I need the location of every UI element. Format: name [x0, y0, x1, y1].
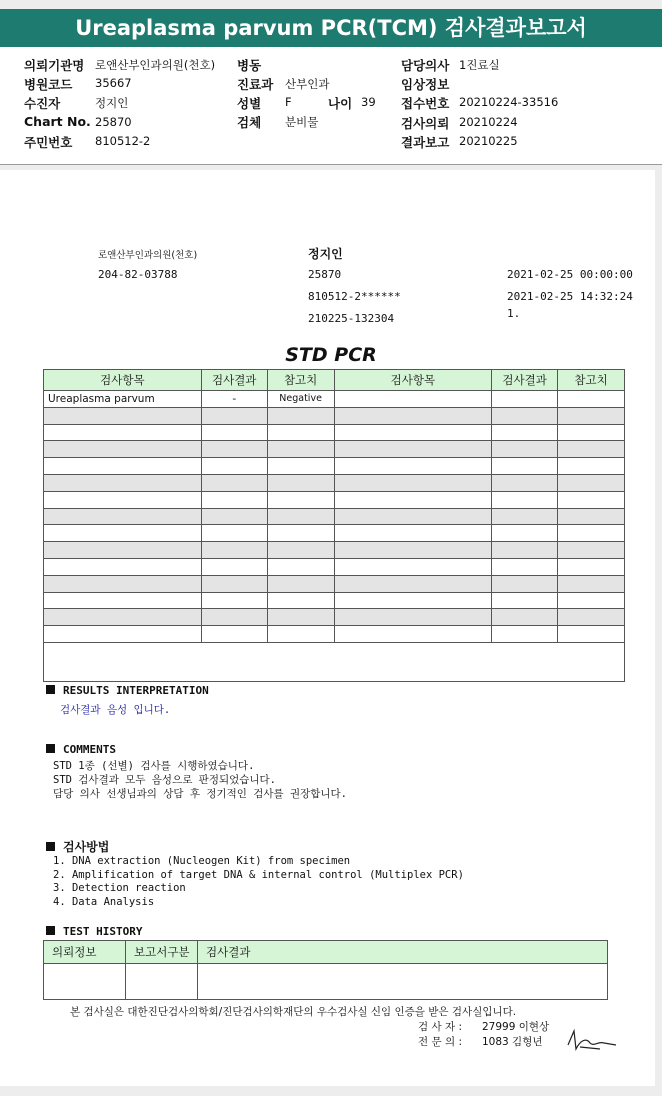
patient-receipt: 210225-132304	[308, 312, 395, 325]
patient-chart: 25870	[308, 268, 342, 281]
table-row	[44, 424, 625, 441]
table-row	[44, 391, 625, 408]
result-value: -	[201, 391, 267, 408]
bullet-square-icon	[46, 926, 55, 935]
report-header	[0, 47, 662, 164]
patient-value: 정지인	[95, 96, 129, 110]
age-label: 나이	[328, 96, 353, 111]
hospital-code-value: 35667	[95, 76, 132, 90]
section-title: STD PCR	[285, 344, 377, 366]
receipt-value: 20210224-33516	[459, 95, 559, 109]
specimen-label: 검체	[237, 115, 262, 130]
chart-label: Chart No.	[24, 114, 91, 129]
col-header-reference: 참고치	[267, 370, 334, 391]
table-row	[44, 542, 625, 559]
table-row	[44, 508, 625, 525]
table-row	[44, 491, 625, 508]
ward-label: 병동	[237, 58, 262, 73]
receipt-label: 접수번호	[401, 96, 450, 111]
col-header-reference-2: 참고치	[558, 370, 625, 391]
table-row	[44, 592, 625, 609]
col-header-item-2: 검사항목	[334, 370, 492, 391]
tester-label: 검 사 자 :	[418, 1021, 462, 1033]
page-number: 1.	[507, 307, 521, 320]
patient-name: 정지인	[308, 247, 343, 261]
age-value: 39	[361, 95, 376, 109]
table-cell	[558, 391, 625, 408]
table-cell	[334, 391, 492, 408]
table-row	[44, 558, 625, 575]
clinic-name: 로앤산부인과의원(천호)	[98, 250, 198, 261]
col-header-test-result: 검사결과	[198, 941, 608, 964]
col-header-request-info: 의뢰정보	[44, 941, 126, 964]
test-request-value: 20210224	[459, 115, 518, 129]
col-header-report-type: 보고서구분	[126, 941, 198, 964]
history-heading: TEST HISTORY	[46, 925, 142, 938]
specimen-value: 분비물	[285, 115, 319, 129]
date-reported: 2021-02-25 14:32:24	[507, 290, 633, 303]
comment-line: STD 1종 (선별) 검사를 시행하였습니다.	[53, 760, 255, 772]
report-title: Ureaplasma parvum PCR(TCM) 검사결과보고서	[0, 9, 662, 47]
hospital-code-label: 병원코드	[24, 77, 73, 92]
dept-label: 진료과	[237, 77, 274, 92]
test-request-label: 검사의뢰	[401, 116, 450, 131]
chart-value: 25870	[95, 115, 132, 129]
report-date-label: 결과보고	[401, 135, 450, 150]
interpretation-text: 검사결과 음성 입니다.	[60, 704, 171, 716]
table-row	[44, 964, 608, 1000]
results-table	[43, 369, 625, 682]
dept-value: 산부인과	[285, 77, 330, 91]
table-row	[44, 525, 625, 542]
table-row	[44, 609, 625, 626]
rrn-value: 810512-2	[95, 134, 151, 148]
clinical-label: 임상정보	[401, 77, 450, 92]
method-line: 3. Detection reaction	[53, 882, 186, 894]
signature-icon	[560, 1025, 620, 1055]
sex-value: F	[285, 95, 292, 109]
doctor-value: 1진료실	[459, 58, 500, 72]
method-line: 2. Amplification of target DNA & internal control (Multiplex PCR)	[53, 869, 464, 881]
sex-label: 성별	[237, 96, 262, 111]
doctor-label: 담당의사	[401, 58, 450, 73]
report-date-value: 20210225	[459, 134, 518, 148]
date-received: 2021-02-25 00:00:00	[507, 268, 633, 281]
comment-line: STD 검사결과 모두 음성으로 판정되었습니다.	[53, 774, 277, 786]
comments-heading: COMMENTS	[46, 743, 116, 756]
comment-line: 담당 의사 선생님과의 상담 후 정기적인 검사를 권장합니다.	[53, 788, 348, 800]
method-line: 4. Data Analysis	[53, 896, 155, 908]
table-row	[44, 441, 625, 458]
specialist-value: 1083 김형년	[482, 1036, 543, 1048]
bullet-square-icon	[46, 744, 55, 753]
table-row	[44, 407, 625, 424]
patient-rrn: 810512-2******	[308, 290, 401, 303]
interpretation-heading: RESULTS INTERPRETATION	[46, 684, 209, 697]
header-divider	[0, 164, 662, 165]
result-reference: Negative	[267, 391, 334, 408]
bullet-square-icon	[46, 685, 55, 694]
table-row	[44, 474, 625, 491]
col-header-result-2: 검사결과	[492, 370, 558, 391]
col-header-item: 검사항목	[44, 370, 202, 391]
tester-value: 27999 이현상	[482, 1021, 550, 1033]
table-row	[44, 458, 625, 475]
business-number: 204-82-03788	[98, 268, 178, 281]
table-cell	[492, 391, 558, 408]
requester-label: 의뢰기관명	[24, 58, 85, 73]
method-heading: 검사방법	[46, 838, 109, 855]
history-table	[43, 940, 608, 1000]
patient-label: 수진자	[24, 96, 61, 111]
table-row	[44, 626, 625, 643]
certification-text: 본 검사실은 대한진단검사의학회/진단검사의학재단의 우수검사실 신임 인증을 받은 검사실입니다.	[70, 1006, 517, 1018]
col-header-result: 검사결과	[201, 370, 267, 391]
rrn-label: 주민번호	[24, 135, 73, 150]
specialist-label: 전 문 의 :	[418, 1036, 462, 1048]
result-item: Ureaplasma parvum	[44, 391, 202, 408]
bullet-square-icon	[46, 842, 55, 851]
method-line: 1. DNA extraction (Nucleogen Kit) from specimen	[53, 855, 351, 867]
table-notes-row	[44, 642, 625, 681]
table-row	[44, 575, 625, 592]
requester-value: 로앤산부인과의원(천호)	[95, 58, 216, 72]
